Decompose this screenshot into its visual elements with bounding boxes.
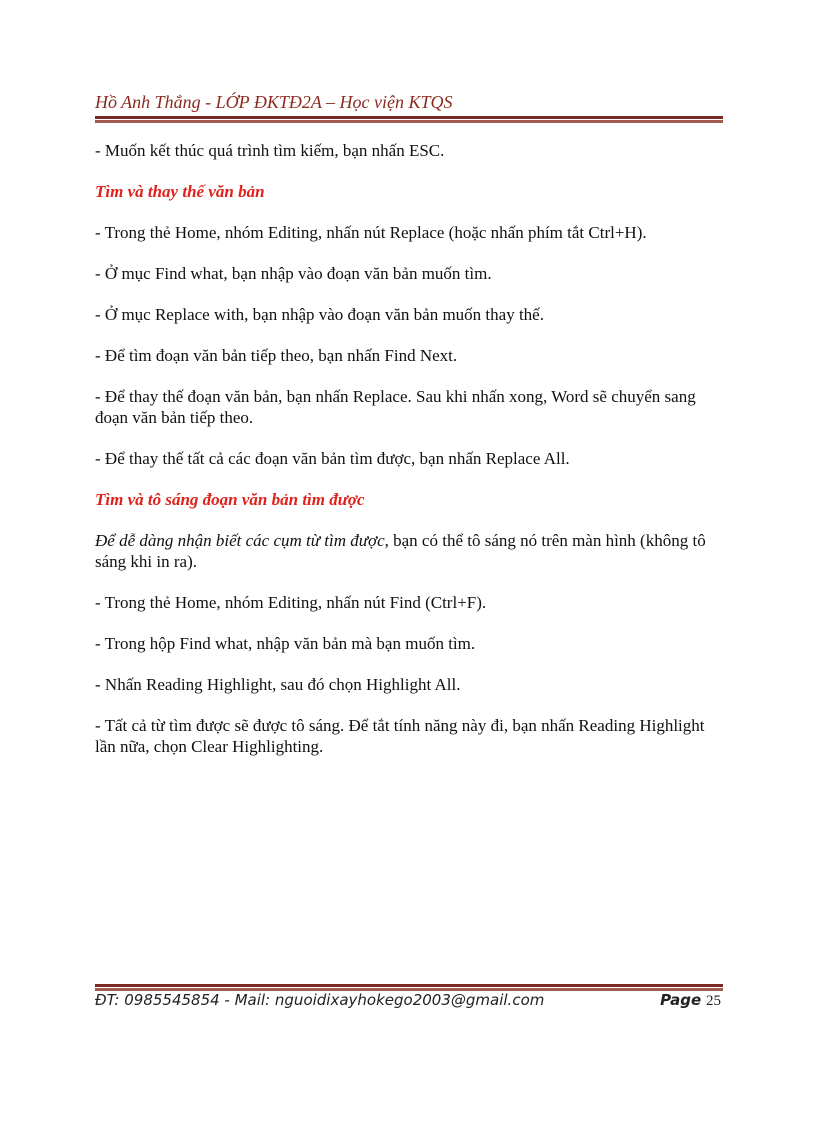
page-header: Hồ Anh Thắng - LỚP ĐKTĐ2A – Học viện KTQS — [95, 92, 453, 112]
paragraph: - Trong thẻ Home, nhóm Editing, nhấn nút Replace (hoặc nhấn phím tắt Ctrl+H). — [95, 223, 647, 242]
section-heading: Tìm và thay thế văn bản — [95, 182, 265, 201]
paragraph-text: , bạn có thể tô sáng nó trên màn hình (không tô sáng khi in ra). — [95, 531, 706, 571]
section-heading: Tìm và tô sáng đoạn văn bản tìm được — [95, 490, 365, 509]
paragraph — [95, 530, 725, 572]
footer-page — [660, 991, 721, 1010]
paragraph: - Ở mục Replace with, bạn nhập vào đoạn văn bản muốn thay thế. — [95, 305, 544, 324]
paragraph: - Nhấn Reading Highlight, sau đó chọn Highlight All. — [95, 675, 461, 694]
paragraph: - Tất cả từ tìm được sẽ được tô sáng. Để tắt tính năng này đi, bạn nhấn Reading Highlight lần nữa, chọn Clear Highlighting. — [95, 716, 705, 756]
italic-phrase: Để dễ dàng nhận biết các cụm từ tìm được — [95, 531, 385, 550]
document-body — [95, 140, 725, 777]
paragraph: - Trong hộp Find what, nhập văn bản mà bạn muốn tìm. — [95, 634, 476, 653]
page-number: 25 — [706, 993, 721, 1009]
paragraph: - Để tìm đoạn văn bản tiếp theo, bạn nhấn Find Next. — [95, 346, 458, 365]
footer-contact: ĐT: 0985545854 - Mail: nguoidixayhokego2003@gmail.com — [95, 991, 545, 1009]
paragraph: - Trong thẻ Home, nhóm Editing, nhấn nút Find (Ctrl+F). — [95, 593, 487, 612]
paragraph: - Ở mục Find what, bạn nhập vào đoạn văn bản muốn tìm. — [95, 264, 492, 283]
header-rule — [95, 116, 723, 123]
paragraph: - Muốn kết thúc quá trình tìm kiếm, bạn nhấn ESC. — [95, 141, 445, 160]
paragraph: - Để thay thế đoạn văn bản, bạn nhấn Replace. Sau khi nhấn xong, Word sẽ chuyển sang đoạn văn bản tiếp theo. — [95, 387, 696, 427]
footer-rule — [95, 984, 723, 991]
paragraph: - Để thay thế tất cả các đoạn văn bản tìm được, bạn nhấn Replace All. — [95, 449, 570, 468]
page-label: Page — [660, 991, 702, 1009]
